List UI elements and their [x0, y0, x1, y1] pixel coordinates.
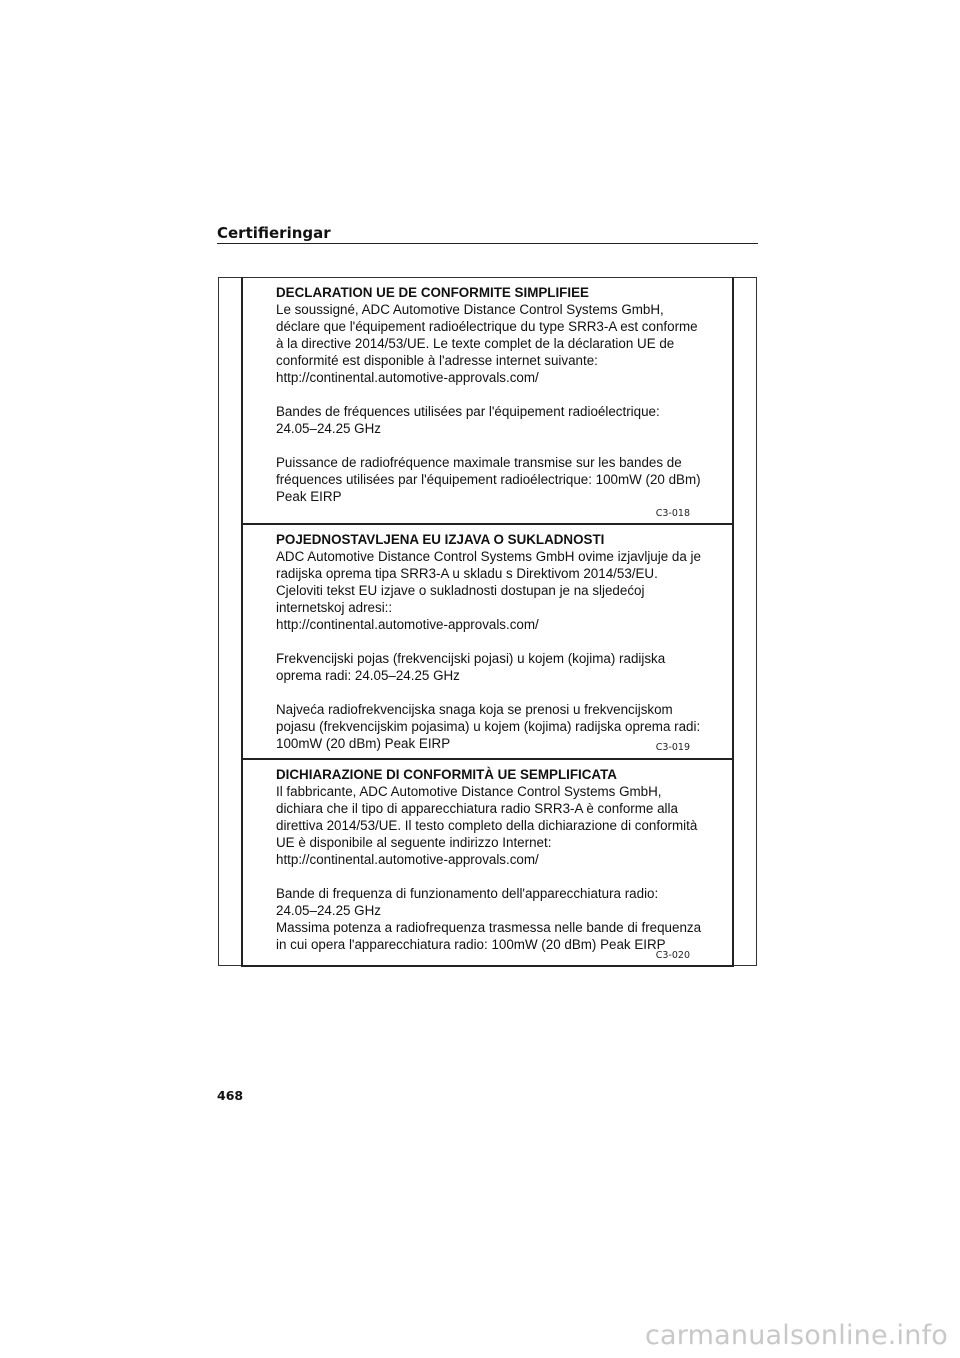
section-paragraph: Frekvencijski pojas (frekvencijski pojasi) u kojem (kojima) radijska oprema radi: 24.05–24.25 GHz — [276, 651, 666, 683]
section-paragraph: ADC Automotive Distance Control Systems GmbH ovime izjavljuje da je radijska oprema tipa SRR3-A u skladu s Direktivom 2014/53/EU. Cjeloviti tekst EU izjave o sukladnosti dostupan je na sljedećoj internetskoj adresi:: http://continental.automotive-approvals.com/ — [276, 549, 701, 632]
page-section-title: Certifieringar — [217, 224, 331, 242]
watermark: carmanualsonline.info — [645, 1320, 948, 1351]
section-title: DICHIARAZIONE DI CONFORMITÀ UE SEMPLIFICATA — [276, 767, 617, 782]
figure-code: C3-019 — [655, 742, 690, 753]
figure-code: C3-018 — [655, 508, 690, 519]
section-title: POJEDNOSTAVLJENA EU IZJAVA O SUKLADNOSTI — [276, 532, 605, 547]
declaration-section-fr — [243, 284, 732, 525]
section-paragraph: Bandes de fréquences utilisées par l'équipement radioélectrique: 24.05–24.25 GHz — [276, 404, 660, 436]
page-number: 468 — [217, 1088, 244, 1103]
declaration-section-it — [243, 758, 732, 968]
section-paragraph: Najveća radiofrekvencijska snaga koja se prenosi u frekvencijskom pojasu (frekvencijskim pojasima) u kojem (kojima) radijska oprema radi: 100mW (20 dBm) Peak EIRP — [276, 702, 701, 751]
figure-code: C3-020 — [655, 950, 690, 961]
section-title: DECLARATION UE DE CONFORMITE SIMPLIFIEE — [276, 285, 589, 300]
section-paragraph: Le soussigné, ADC Automotive Distance Control Systems GmbH, déclare que l'équipement radioélectrique du type SRR3-A est conforme à la directive 2014/53/UE. Le texte complet de la déclaration UE de conformité est disponible à l'adresse internet suivante: http://continental.automotive-approvals.com/ — [276, 302, 698, 385]
declaration-section-hr — [243, 523, 732, 759]
bottom-frame-border — [241, 965, 734, 967]
section-paragraph: Puissance de radiofréquence maximale transmise sur les bandes de fréquences utilisées par l'équipement radioélectrique: 100mW (20 dBm) Peak EIRP — [276, 455, 701, 504]
header-divider — [217, 243, 758, 244]
section-paragraph: Bande di frequenza di funzionamento dell'apparecchiatura radio: 24.05–24.25 GHz Massima potenza a radiofrequenza trasmessa nelle bande di frequenza in cui opera l'apparecchiatura radio: 100mW (20 dBm) Peak EIRP — [276, 886, 702, 952]
section-paragraph: Il fabbricante, ADC Automotive Distance Control Systems GmbH, dichiara che il tipo di apparecchiatura radio SRR3-A è conforme alla direttiva 2014/53/UE. Il testo completo della dichiarazione di conformità UE è disponibile al seguente indirizzo Internet: http://continental.automotive-approvals.com/ — [276, 784, 698, 867]
